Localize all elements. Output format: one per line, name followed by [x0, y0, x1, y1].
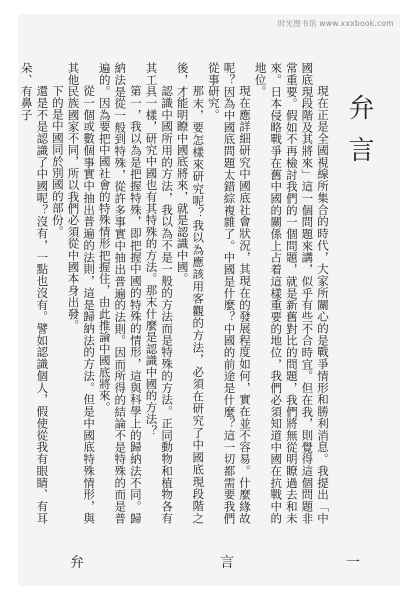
watermark-text: 时光图书馆 www.xxxbook.com [277, 19, 394, 28]
paragraph: 認識中國所用的方法，我以為不是一般的方法而是特殊的方法。正同動物和植物各有其工具一樣，研究中國也有其特殊的方法。那末什麼是認識中國的方法？ [144, 62, 175, 524]
page-number: 一 [346, 555, 360, 571]
paragraph: 還是不是認識了中國呢？沒有，一點也沒有。譬如認識個人，假使從我有眼睛、有耳朵、有鼻子 [19, 62, 50, 524]
paragraph: 那末，要怎樣來研究呢？我以為應該用客觀的方法，必須在研究了中國底現段階之後，才能明瞭中國底將來，就是認識中國。 [175, 62, 206, 524]
running-header-section: 弁 [70, 555, 86, 571]
paragraph: 從一個或數個事實中抽出普遍的法則，這是歸納法的方法。但是中國底特殊情形，與其他民族國家不同，所以我們必須從中國本身出發。 [66, 62, 97, 524]
page-footer [70, 552, 360, 576]
book-page [18, 14, 400, 586]
paragraph: 現在正是全國視線所集合的時代，大家所關心的是戰爭情形和勝利消息。我提出「中國底現段階及其將來」這一個問題來講，似乎有些不合時宜。但在我，則覺得這個問題非常重要。假如不再檢討我們的一個問題，就是新舊對比的問題，我們將無從明瞭過去和未來。日本侵略戰爭在舊中國的關係上占着這樣重要的地位，我們必須知道中國在抗戰中的地位。 [253, 62, 330, 524]
paragraph: 現在應詳細研究中國底社會狀況，其現在的發展程度如何，實在並不容易。什麼緣故呢？因為中國底問題太錯綜複雜了。中國是什麼？中國的前途是什麼？這一切都需要我們從事研究。 [206, 62, 253, 524]
running-header-section-2: 言 [220, 555, 234, 571]
body-text [19, 62, 330, 524]
paragraph: 下的是中國同於別國的部份。 [50, 85, 65, 238]
page-title: 弁言 [344, 94, 374, 178]
paragraph: 第一，我以為是把握特殊，即把握中國的特殊的情形，這與科學上的歸納法不同。歸納法是從一般到特殊，從許多事實中抽出普遍的法則。因而所得的結論不是特殊的而是普遍的。因為要把中國社會的特殊情形把握住，由此推論中國底將來。 [97, 62, 143, 524]
